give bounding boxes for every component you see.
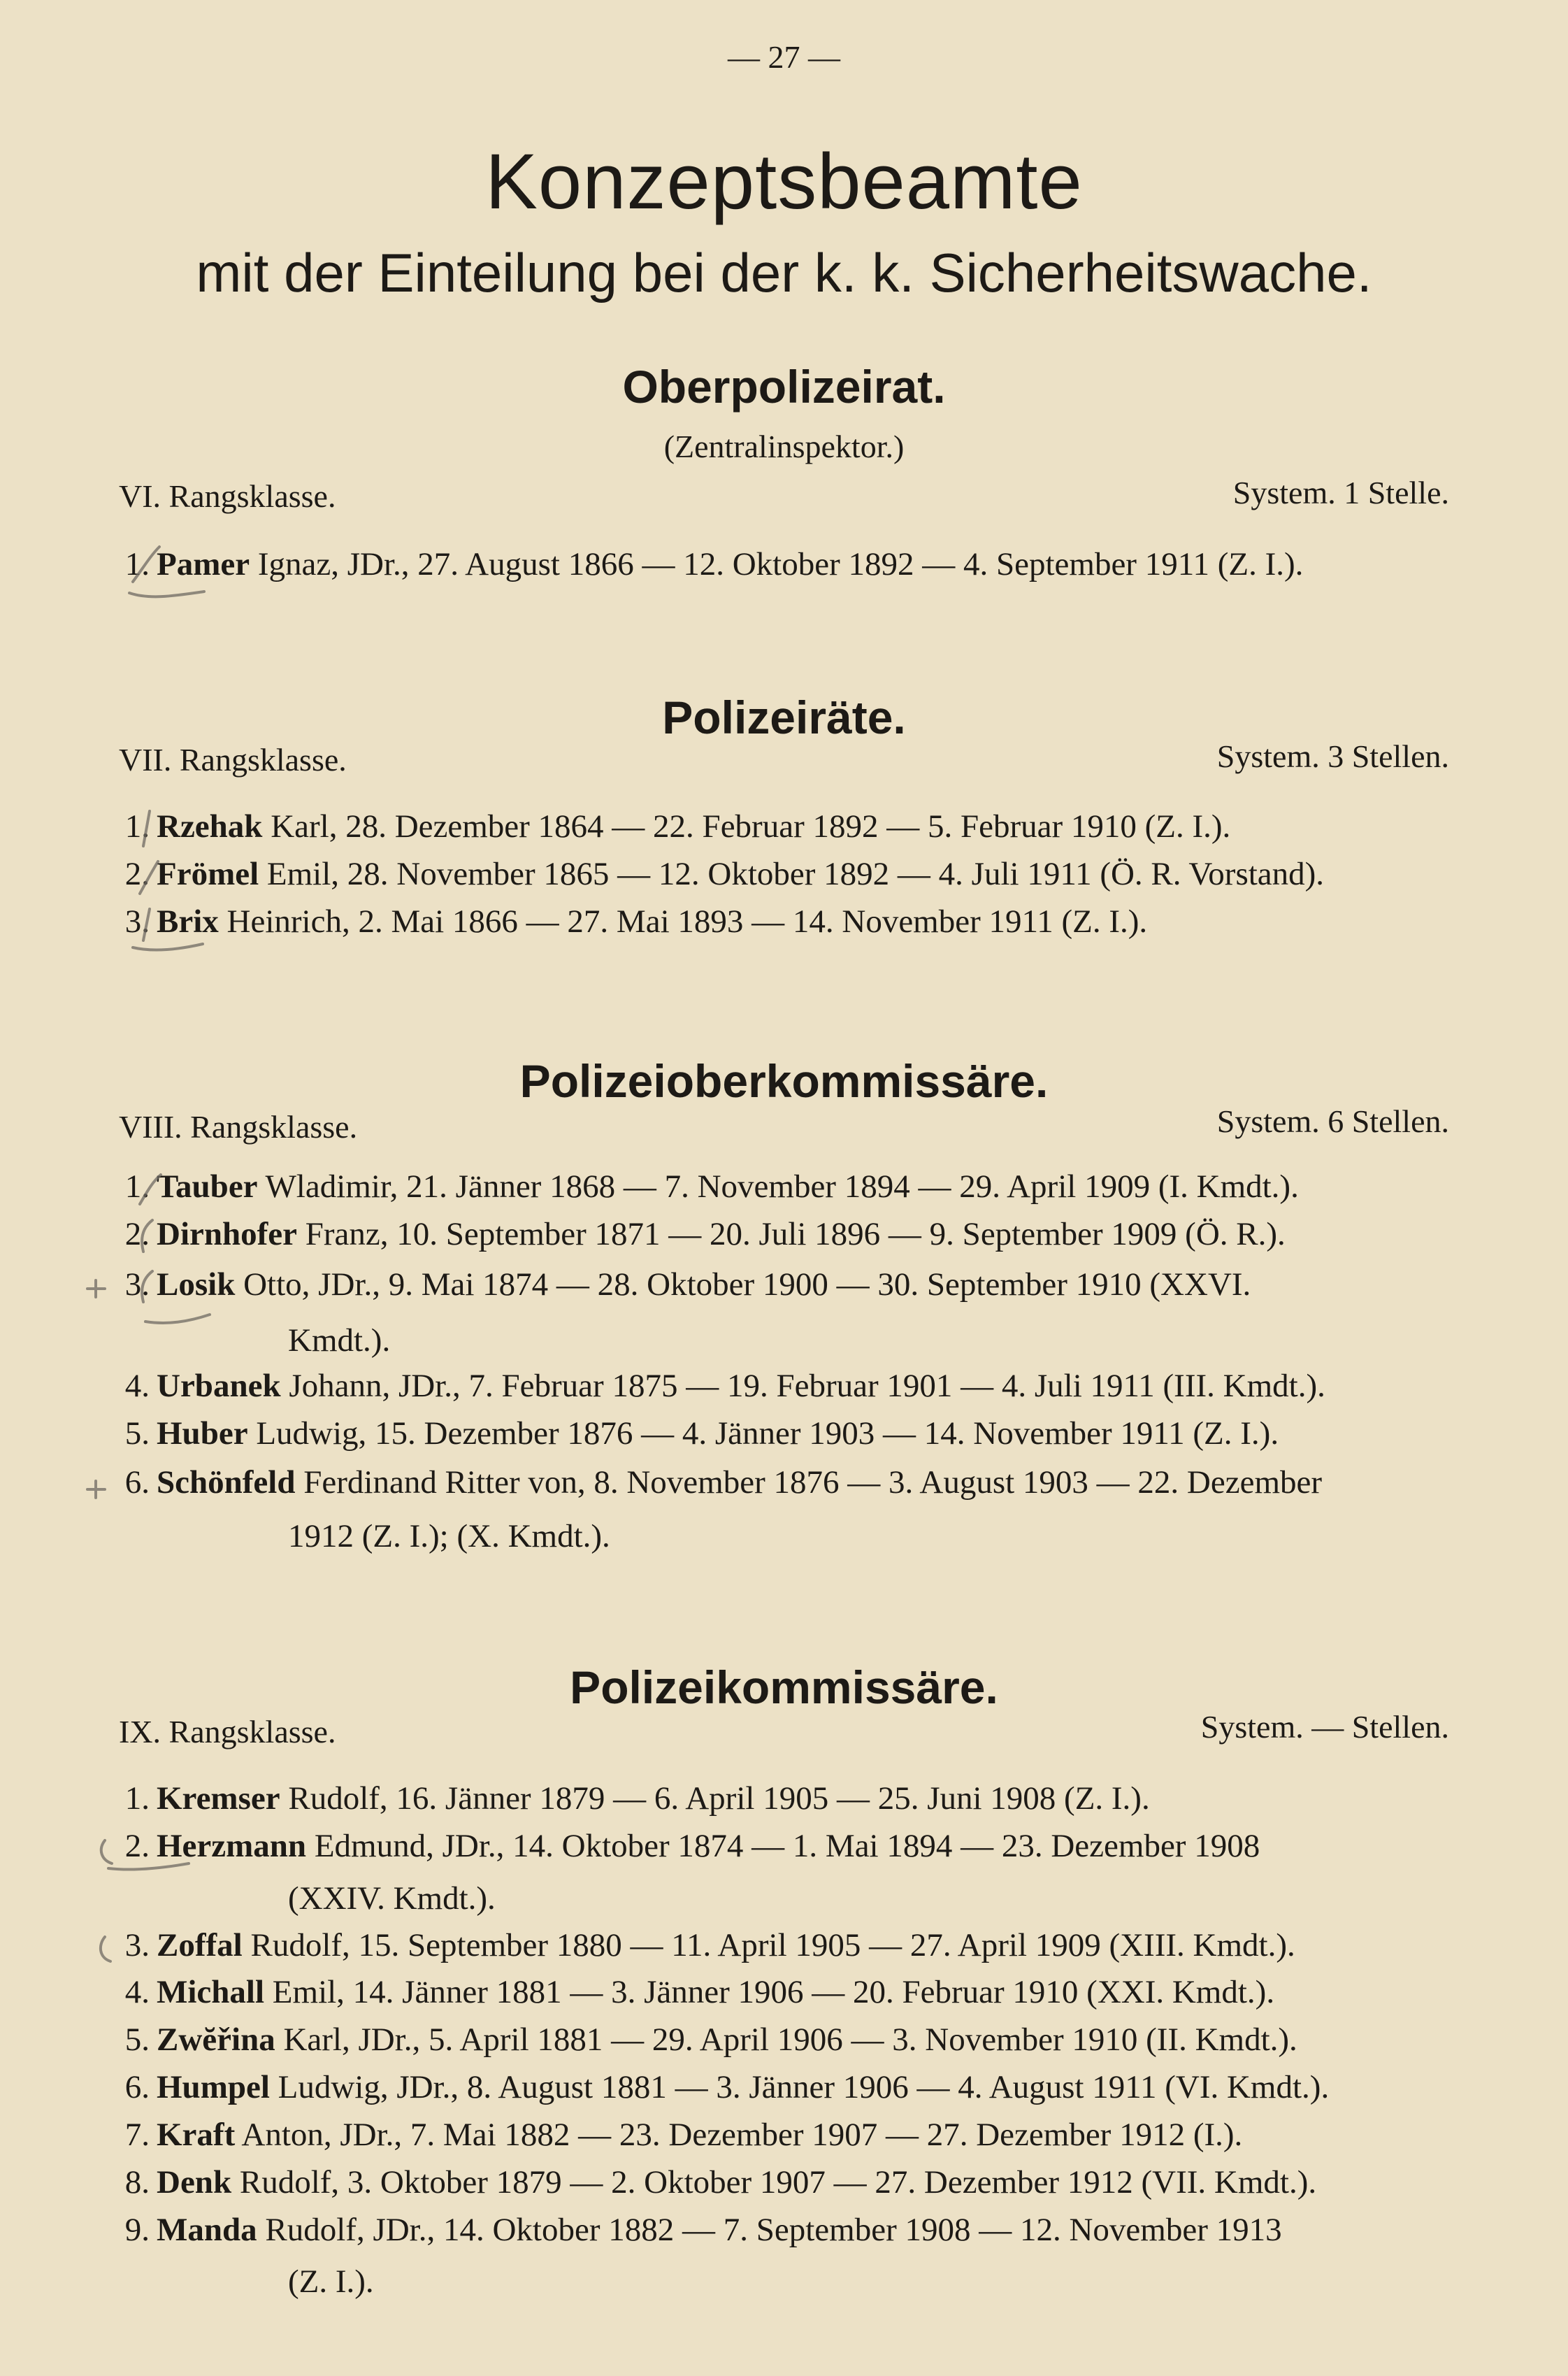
list-item: 4. Urbanek Johann, JDr., 7. Februar 1875 — 19. Februar 1901 — 4. Juli 1911 (III. Kmdt.). [124, 1368, 1325, 1404]
list-item: 7. Kraft Anton, JDr., 7. Mai 1882 — 23. Dezember 1907 — 27. Dezember 1912 (I.). [124, 2117, 1243, 2153]
section-title-polizeikommissaere: Polizeikommissäre. [570, 1661, 998, 1713]
system-stellen-label: System. 6 Stellen. [1216, 1103, 1449, 1139]
list-item: 1. Rzehak Karl, 28. Dezember 1864 — 22. Februar 1892 — 5. Februar 1910 (Z. I.). [124, 808, 1231, 845]
list-item-continuation: Kmdt.). [288, 1322, 391, 1359]
list-item: 1. Pamer Ignaz, JDr., 27. August 1866 — 12. Oktober 1892 — 4. September 1911 (Z. I.). [124, 546, 1304, 582]
list-item-continuation: (XXIV. Kmdt.). [288, 1880, 496, 1917]
list-item: 6. Humpel Ludwig, JDr., 8. August 1881 — 3. Jänner 1906 — 4. August 1911 (VI. Kmdt.). [124, 2069, 1330, 2105]
list-item: 3. Zoffal Rudolf, 15. September 1880 — 11. April 1905 — 27. April 1909 (XIII. Kmdt.). [124, 1927, 1295, 1963]
list-item-continuation: (Z. I.). [288, 2263, 374, 2300]
list-item: 4. Michall Emil, 14. Jänner 1881 — 3. Jänner 1906 — 20. Februar 1910 (XXI. Kmdt.). [124, 1974, 1275, 2010]
system-stellen-label: System. 3 Stellen. [1216, 738, 1449, 774]
section-title-polizeiraete: Polizeiräte. [662, 692, 906, 743]
list-item: 8. Denk Rudolf, 3. Oktober 1879 — 2. Oktober 1907 — 27. Dezember 1912 (VII. Kmdt.). [124, 2164, 1317, 2200]
list-item: 2. Herzmann Edmund, JDr., 14. Oktober 1874 — 1. Mai 1894 — 23. Dezember 1908 [124, 1828, 1260, 1864]
rangsklasse-label: VII. Rangsklasse. [119, 742, 347, 778]
list-item: 6. Schönfeld Ferdinand Ritter von, 8. November 1876 — 3. August 1903 — 22. Dezember [124, 1464, 1323, 1501]
rangsklasse-label: IX. Rangsklasse. [119, 1714, 336, 1749]
list-item: 1. Kremser Rudolf, 16. Jänner 1879 — 6. April 1905 — 25. Juni 1908 (Z. I.). [124, 1780, 1150, 1817]
list-item: 1. Tauber Wladimir, 21. Jänner 1868 — 7. November 1894 — 29. April 1909 (I. Kmdt.). [124, 1168, 1299, 1205]
list-item: 5. Huber Ludwig, 15. Dezember 1876 — 4. Jänner 1903 — 14. November 1911 (Z. I.). [124, 1415, 1279, 1452]
rangsklasse-label: VIII. Rangsklasse. [119, 1109, 358, 1145]
list-item: 2. Frömel Emil, 28. November 1865 — 12. Oktober 1892 — 4. Juli 1911 (Ö. R. Vorstand). [124, 856, 1325, 892]
list-item: 3. Brix Heinrich, 2. Mai 1866 — 27. Mai 1893 — 14. November 1911 (Z. I.). [124, 903, 1148, 940]
section-title-polizeioberkommissaere: Polizeioberkommissäre. [519, 1055, 1049, 1107]
list-item: 2. Dirnhofer Franz, 10. September 1871 — 20. Juli 1896 — 9. September 1909 (Ö. R.). [124, 1216, 1286, 1252]
list-item-continuation: 1912 (Z. I.); (X. Kmdt.). [288, 1518, 610, 1554]
section-subtitle-zentralinspektor: (Zentralinspektor.) [663, 429, 905, 464]
page-title: Konzeptsbeamte [485, 138, 1083, 225]
system-stellen-label: System. 1 Stelle. [1232, 475, 1449, 510]
section-title-oberpolizeirat: Oberpolizeirat. [622, 361, 946, 413]
list-item: 5. Zwĕřina Karl, JDr., 5. April 1881 — 29. April 1906 — 3. November 1910 (II. Kmdt.). [124, 2021, 1297, 2058]
page-number: — 27 — [728, 39, 840, 75]
rangsklasse-label: VI. Rangsklasse. [119, 478, 336, 514]
system-stellen-label: System. — Stellen. [1200, 1709, 1449, 1745]
list-item: 3. Losik Otto, JDr., 9. Mai 1874 — 28. Oktober 1900 — 30. September 1910 (XXVI. [124, 1266, 1251, 1303]
list-item: 9. Manda Rudolf, JDr., 14. Oktober 1882 — 7. September 1908 — 12. November 1913 [124, 2212, 1282, 2248]
page-subtitle: mit der Einteilung bei der k. k. Sicherheitswache. [196, 242, 1372, 303]
